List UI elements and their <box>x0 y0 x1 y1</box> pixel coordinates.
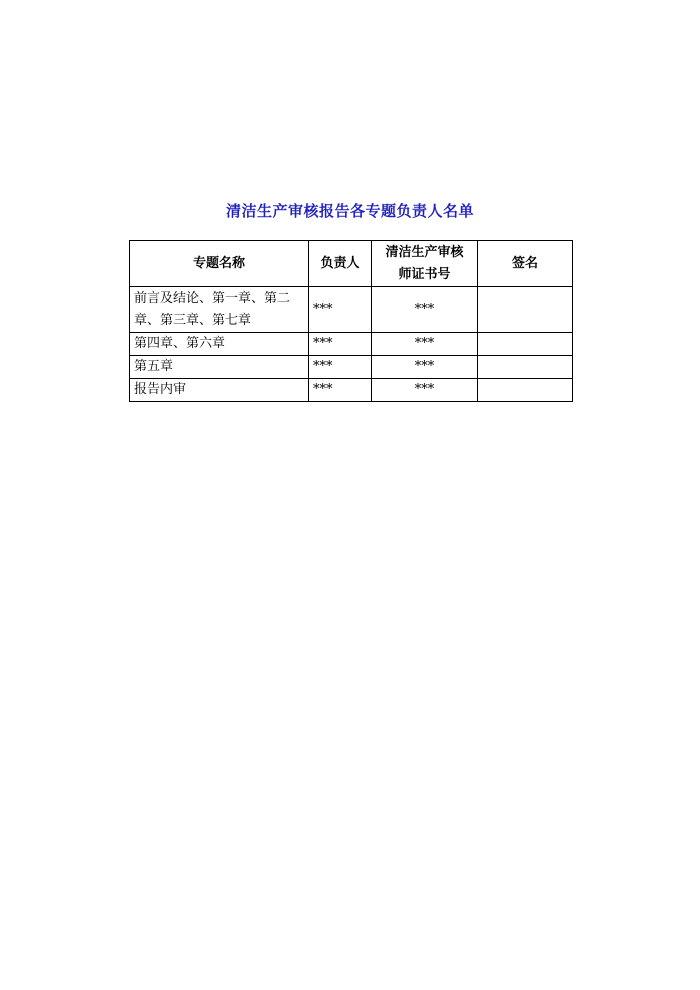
topic-owner-table <box>129 240 573 402</box>
owner-cell: *** <box>309 333 372 356</box>
cert-cell: *** <box>372 356 478 379</box>
table-header-row <box>130 241 573 287</box>
owner-cell: *** <box>309 356 372 379</box>
header-topic: 专题名称 <box>130 241 309 287</box>
topic-cell <box>130 287 309 333</box>
header-sign: 签名 <box>478 241 573 287</box>
signature-cell[interactable] <box>478 333 573 356</box>
table-row <box>130 287 573 333</box>
header-cert <box>372 241 478 287</box>
signature-cell[interactable] <box>478 379 573 402</box>
cert-cell: *** <box>372 379 478 402</box>
table-row <box>130 333 573 356</box>
topic-text: 前言及结论、第一章、第二章、第三章、第七章 <box>134 290 291 328</box>
header-cert-line2: 师证书号 <box>398 266 451 282</box>
cert-cell: *** <box>372 333 478 356</box>
cert-cell: *** <box>372 287 478 333</box>
table-row <box>130 379 573 402</box>
owner-cell: *** <box>309 379 372 402</box>
header-owner: 负责人 <box>309 241 372 287</box>
topic-cell: 报告内审 <box>130 379 309 402</box>
header-cert-line1: 清洁生产审核 <box>385 244 464 260</box>
document-title: 清洁生产审核报告各专题负责人名单 <box>225 202 474 220</box>
signature-cell[interactable] <box>478 287 573 333</box>
signature-cell[interactable] <box>478 356 573 379</box>
topic-cell: 第五章 <box>130 356 309 379</box>
owner-cell: *** <box>309 287 372 333</box>
table-row <box>130 356 573 379</box>
topic-cell: 第四章、第六章 <box>130 333 309 356</box>
